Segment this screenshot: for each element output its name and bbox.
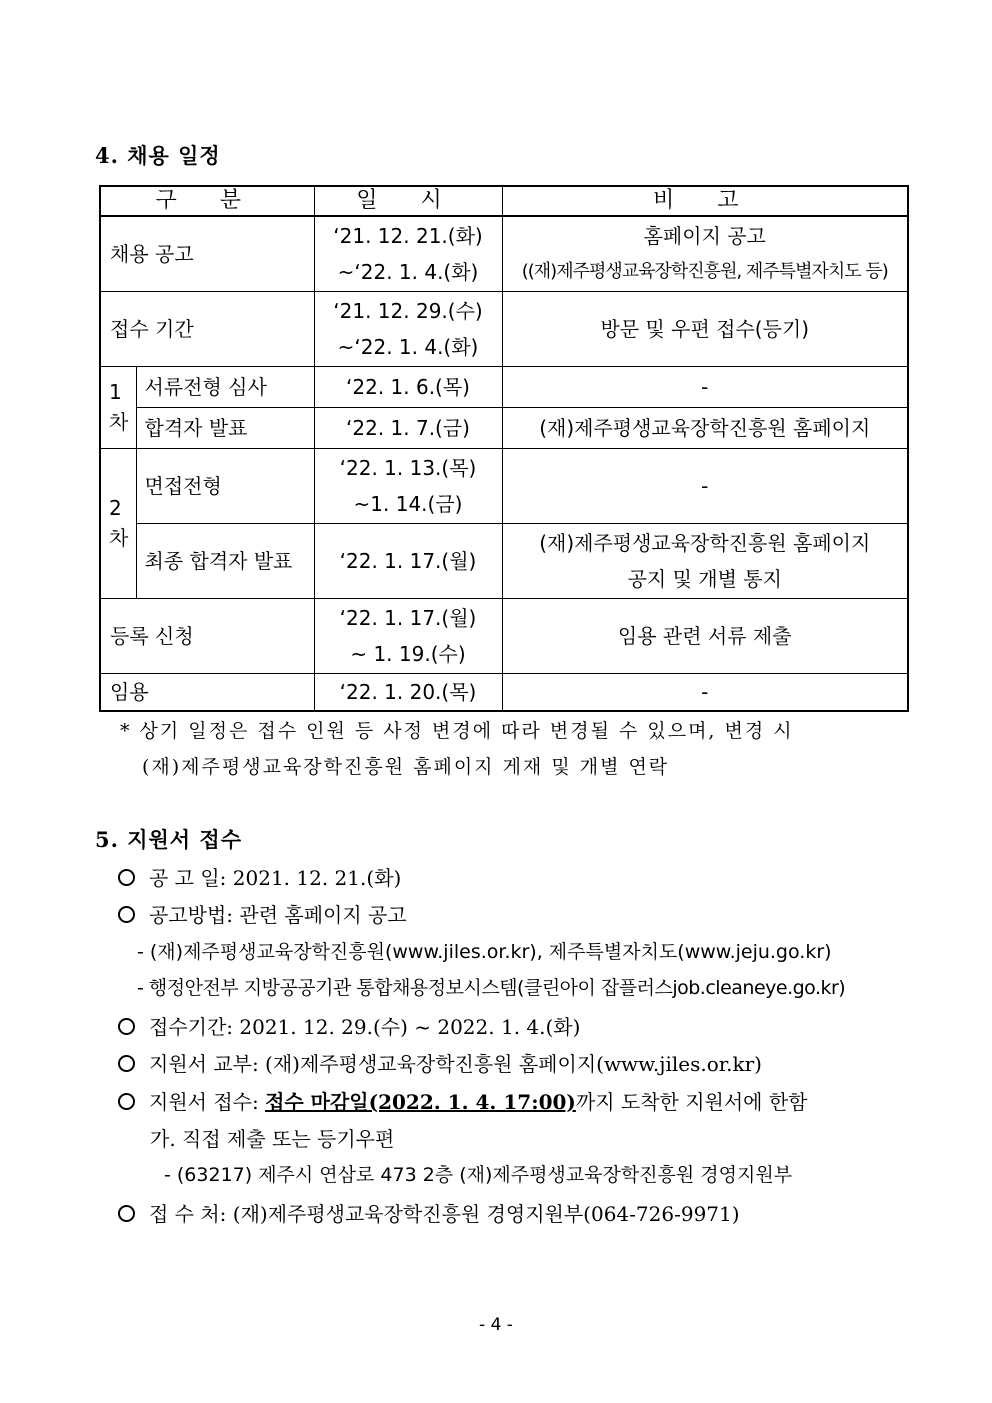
schedule-note-line-1: * 상기 일정은 접수 인원 등 사정 변경에 따라 변경될 수 있으며, 변경 시	[120, 720, 794, 742]
circle-bullet-icon	[118, 906, 135, 923]
circle-bullet-icon	[118, 1093, 135, 1110]
list-item: 공 고 일: 2021. 12. 21.(화)	[118, 862, 401, 891]
row-label: 최종 합격자 발표	[136, 523, 314, 598]
table-row	[100, 366, 908, 407]
row-date: ‘22. 1. 13.(목) ~1. 14.(금)	[314, 448, 502, 523]
row-remark: 방문 및 우편 접수(등기)	[502, 291, 908, 366]
list-item: 지원서 교부: (재)제주평생교육장학진흥원 홈페이지(www.jiles.or.kr)	[118, 1048, 762, 1077]
row-remark: (재)제주평생교육장학진흥원 홈페이지 공지 및 개별 통지	[502, 523, 908, 598]
table-row	[100, 216, 908, 291]
stage-2-label: 2 차	[100, 448, 136, 598]
sub-item: - 행정안전부 지방공공기관 통합채용정보시스템(클린아이 잡플러스job.cleaneye.go.kr)	[137, 977, 846, 999]
row-date: ‘22. 1. 20.(목)	[314, 673, 502, 711]
table-header-row	[100, 186, 908, 216]
header-category: 구 분	[100, 186, 314, 216]
list-item: 접 수 처: (재)제주평생교육장학진흥원 경영지원부(064-726-9971)	[118, 1198, 740, 1227]
row-date: ‘21. 12. 29.(수) ~‘22. 1. 4.(화)	[314, 291, 502, 366]
table-row	[100, 291, 908, 366]
row-label: 등록 신청	[100, 598, 314, 673]
schedule-table	[99, 185, 909, 712]
schedule-note-line-2: (재)제주평생교육장학진흥원 홈페이지 게재 및 개별 연락	[142, 756, 670, 778]
table-row	[100, 407, 908, 448]
row-date: ‘21. 12. 21.(화) ~‘22. 1. 4.(화)	[314, 216, 502, 291]
list-item: 공고방법: 관련 홈페이지 공고	[118, 899, 407, 928]
deadline-emphasis: 접수 마감일(2022. 1. 4. 17:00)	[265, 1090, 576, 1114]
section-5-title: 5. 지원서 접수	[95, 827, 242, 852]
table-row	[100, 523, 908, 598]
header-date: 일 시	[314, 186, 502, 216]
section-4-title: 4. 채용 일정	[95, 143, 221, 168]
page-number: - 4 -	[479, 1315, 513, 1335]
row-date: ‘22. 1. 7.(금)	[314, 407, 502, 448]
stage-1-label: 1 차	[100, 366, 136, 448]
row-date: ‘22. 1. 6.(목)	[314, 366, 502, 407]
list-item: 지원서 접수: 접수 마감일(2022. 1. 4. 17:00)까지 도착한 지원서에 한함	[118, 1086, 807, 1115]
row-remark: -	[502, 366, 908, 407]
circle-bullet-icon	[118, 869, 135, 886]
sub-item: - (재)제주평생교육장학진흥원(www.jiles.or.kr), 제주특별자치도(www.jeju.go.kr)	[137, 941, 832, 963]
circle-bullet-icon	[118, 1018, 135, 1035]
row-date: ‘22. 1. 17.(월) ~ 1. 19.(수)	[314, 598, 502, 673]
sub-item: 가. 직접 제출 또는 등기우편	[150, 1127, 395, 1151]
row-remark: (재)제주평생교육장학진흥원 홈페이지	[502, 407, 908, 448]
table-row	[100, 598, 908, 673]
header-remark: 비 고	[502, 186, 908, 216]
list-item: 접수기간: 2021. 12. 29.(수) ~ 2022. 1. 4.(화)	[118, 1011, 580, 1040]
row-label: 면접전형	[136, 448, 314, 523]
row-label: 접수 기간	[100, 291, 314, 366]
row-remark: -	[502, 448, 908, 523]
row-label: 서류전형 심사	[136, 366, 314, 407]
circle-bullet-icon	[118, 1055, 135, 1072]
table-row	[100, 673, 908, 711]
row-label: 합격자 발표	[136, 407, 314, 448]
row-label: 임용	[100, 673, 314, 711]
row-remark: -	[502, 673, 908, 711]
row-date: ‘22. 1. 17.(월)	[314, 523, 502, 598]
row-remark: 홈페이지 공고 ((재)제주평생교육장학진흥원, 제주특별자치도 등)	[502, 216, 908, 291]
row-label: 채용 공고	[100, 216, 314, 291]
circle-bullet-icon	[118, 1205, 135, 1222]
sub-item: - (63217) 제주시 연삼로 473 2층 (재)제주평생교육장학진흥원 경영지원부	[164, 1164, 793, 1186]
row-remark: 임용 관련 서류 제출	[502, 598, 908, 673]
table-row	[100, 448, 908, 523]
